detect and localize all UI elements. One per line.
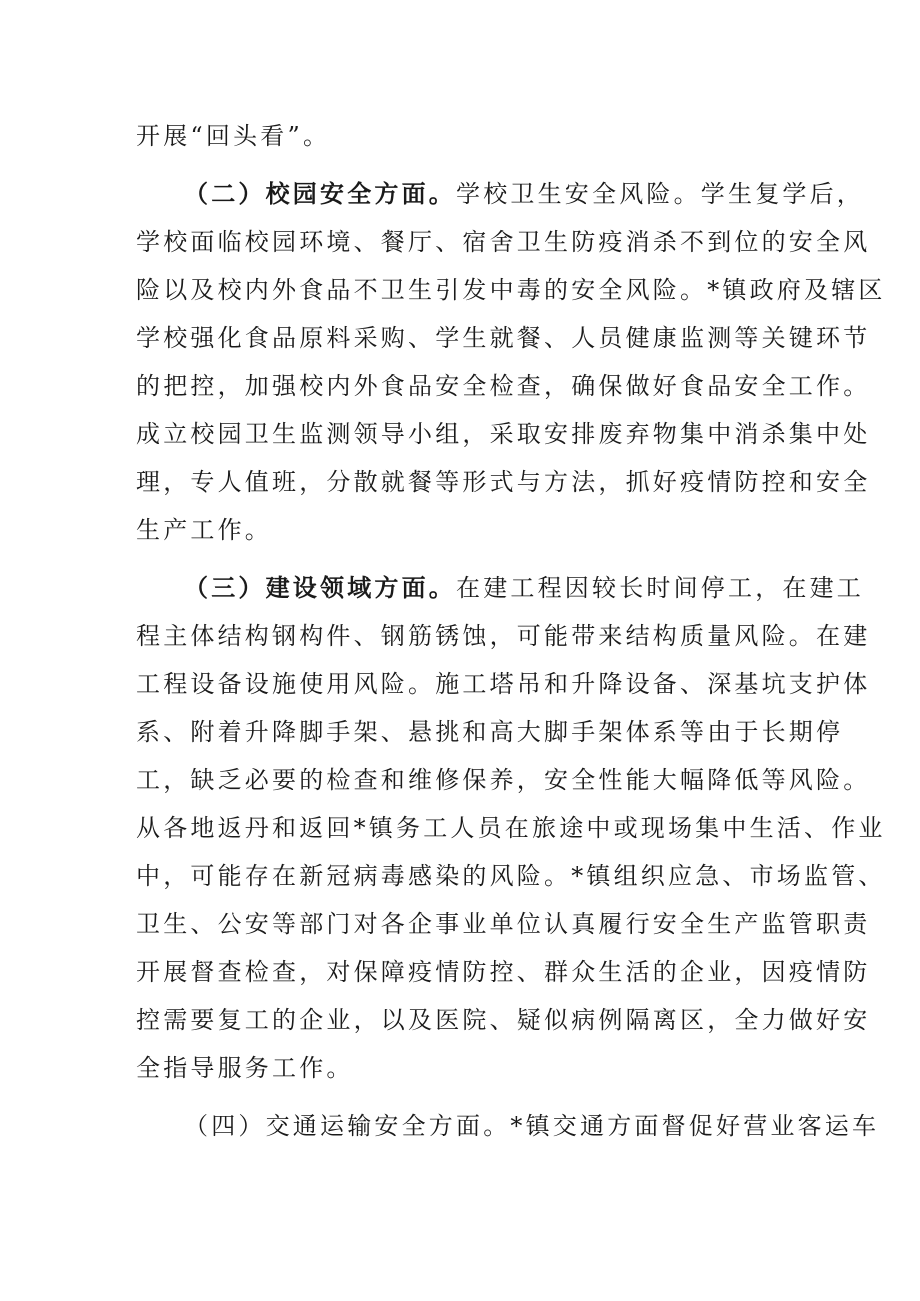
- section-2-first-line: [184, 179, 864, 209]
- line-text: 程主体结构钢构件、钢筋锈蚀，可能带来结构质量风险。在建: [136, 622, 871, 650]
- line-text: 从各地返丹和返回*镇务工人员在旅途中或现场集中生活、作业: [136, 814, 886, 842]
- paragraph-line: [136, 323, 870, 353]
- line-text: （四）交通运输安全方面。*镇交通方面督促好营业客运车: [184, 1112, 880, 1140]
- paragraph-line: [136, 765, 870, 795]
- paragraph-line: [136, 909, 870, 939]
- line-text: 的把控，加强校内外食品安全检查，确保做好食品安全工作。: [136, 372, 871, 400]
- paragraph-line: [136, 515, 272, 545]
- section-3-first-line: [184, 573, 864, 603]
- paragraph-line: [136, 371, 870, 401]
- line-text: 控需要复工的企业，以及医院、疑似病例隔离区，全力做好安: [136, 1006, 871, 1034]
- paragraph-line: [136, 227, 870, 257]
- line-text: 在建工程因较长时间停工，在建工: [456, 574, 864, 602]
- section-heading: （三）建设领域方面。: [184, 573, 456, 602]
- paragraph-line: [136, 717, 843, 747]
- paragraph-line: [136, 275, 886, 305]
- paragraph-line: [136, 669, 870, 699]
- paragraph-line: [136, 861, 886, 891]
- line-text: 中，可能存在新冠病毒感染的风险。*镇组织应急、市场监管、: [136, 862, 886, 890]
- line-text: 开展“回头看”。: [136, 122, 331, 150]
- line-text: 学校面临校园环境、餐厅、宿舍卫生防疫消杀不到位的安全风: [136, 228, 871, 256]
- section-4-first-line: [184, 1111, 879, 1141]
- line-text: 学校强化食品原料采购、学生就餐、人员健康监测等关键环节: [136, 324, 871, 352]
- paragraph-line: [136, 621, 870, 651]
- line-text: 工，缺乏必要的检查和维修保养，安全性能大幅降低等风险。: [136, 766, 871, 794]
- line-text: 开展督查检查，对保障疫情防控、群众生活的企业，因疫情防: [136, 958, 871, 986]
- section-heading: （二）校园安全方面。: [184, 179, 456, 208]
- paragraph-line: [136, 1005, 870, 1035]
- paragraph-line: [136, 813, 886, 843]
- line-text: 成立校园卫生监测领导小组，采取安排废弃物集中消杀集中处: [136, 420, 871, 448]
- paragraph-line: [136, 467, 870, 497]
- paragraph-line: [136, 1053, 354, 1083]
- line-text: 学校卫生安全风险。学生复学后，: [456, 180, 864, 208]
- paragraph-line: [136, 419, 870, 449]
- line-text: 系、附着升降脚手架、悬挑和高大脚手架体系等由于长期停: [136, 718, 844, 746]
- line-text: 工程设备设施使用风险。施工塔吊和升降设备、深基坑支护体: [136, 670, 871, 698]
- paragraph-line: [136, 957, 870, 987]
- line-text: 生产工作。: [136, 516, 272, 544]
- line-text: 全指导服务工作。: [136, 1054, 354, 1082]
- line-text: 卫生、公安等部门对各企事业单位认真履行安全生产监管职责: [136, 910, 871, 938]
- paragraph-line: [136, 121, 330, 151]
- line-text: 险以及校内外食品不卫生引发中毒的安全风险。*镇政府及辖区: [136, 276, 886, 304]
- line-text: 理，专人值班，分散就餐等形式与方法，抓好疫情防控和安全: [136, 468, 871, 496]
